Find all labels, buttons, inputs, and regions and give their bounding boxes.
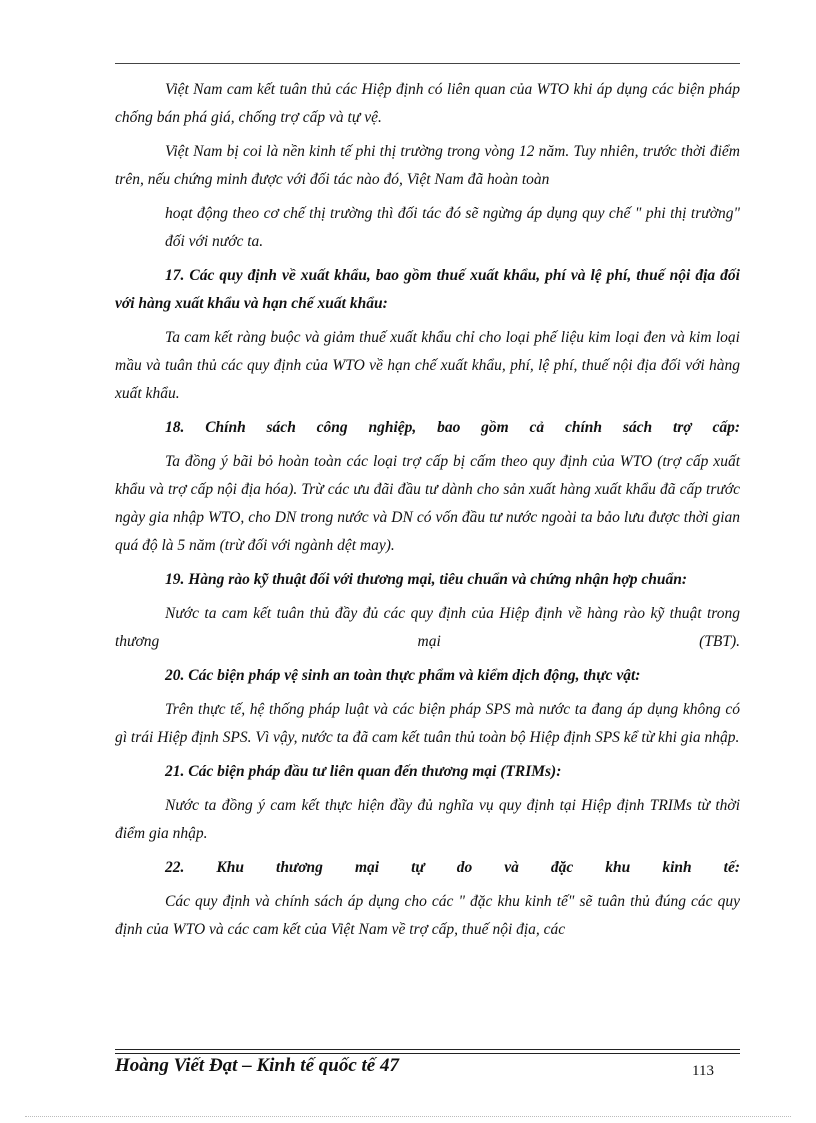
paragraph-non-market-economy: Việt Nam bị coi là nền kinh tế phi thị trường trong vòng 12 năm. Tuy nhiên, trước thời điểm trên, nếu chứng minh được với đối tác nào đó, Việt Nam đã hoàn toàn bbox=[115, 143, 740, 188]
paragraph-17: Ta cam kết ràng buộc và giảm thuế xuất khẩu chỉ cho loại phế liệu kim loại đen và kim loại mầu và tuân thủ các quy định của WTO về hạn chế xuất khẩu, phí, lệ phí, thuế nội địa đối với hàng xuất khẩu. bbox=[115, 329, 740, 402]
heading-21-trims: 21. Các biện pháp đầu tư liên quan đến thương mại (TRIMs): bbox=[165, 763, 562, 780]
heading-20-sps-measures: 20. Các biện pháp vệ sinh an toàn thực phẩm và kiểm dịch động, thực vật: bbox=[165, 667, 641, 684]
document-body bbox=[115, 76, 740, 950]
paragraph-21: Nước ta đồng ý cam kết thực hiện đầy đủ nghĩa vụ quy định tại Hiệp định TRIMs từ thời điểm gia nhập. bbox=[115, 797, 740, 842]
heading-18-industrial-policy: 18. Chính sách công nghiệp, bao gồm cả chính sách trợ cấp: bbox=[165, 419, 740, 436]
header-rule bbox=[115, 63, 740, 64]
footer-rule bbox=[115, 1049, 740, 1054]
heading-22-free-trade-zones: 22. Khu thương mại tự do và đặc khu kinh tế: bbox=[165, 859, 740, 876]
paragraph-19: Nước ta cam kết tuân thủ đầy đủ các quy định của Hiệp định về hàng rào kỹ thuật trong thương mại (TBT). bbox=[115, 605, 740, 650]
footer-author: Hoàng Viết Đạt – Kinh tế quốc tế 47 bbox=[115, 1055, 399, 1076]
paragraph-22: Các quy định và chính sách áp dụng cho các " đặc khu kinh tế" sẽ tuân thủ đúng các quy định của WTO và các cam kết của Việt Nam về trợ cấp, thuế nội địa, các bbox=[115, 893, 740, 938]
heading-17-export-regulations: 17. Các quy định về xuất khẩu, bao gồm thuế xuất khẩu, phí và lệ phí, thuế nội địa đối với hàng xuất khẩu và hạn chế xuất khẩu: bbox=[115, 267, 740, 312]
paragraph-market-mechanism: hoạt động theo cơ chế thị trường thì đối tác đó sẽ ngừng áp dụng quy chế " phi thị trường" đối với nước ta. bbox=[165, 205, 740, 250]
heading-19-technical-barriers: 19. Hàng rào kỹ thuật đối với thương mại, tiêu chuẩn và chứng nhận hợp chuẩn: bbox=[165, 571, 687, 588]
page-number: 113 bbox=[692, 1063, 714, 1079]
paragraph-18: Ta đồng ý bãi bỏ hoàn toàn các loại trợ cấp bị cấm theo quy định của WTO (trợ cấp xuất khẩu và trợ cấp nội địa hóa). Trừ các ưu đãi đầu tư dành cho sản xuất hàng xuất khẩu đã cấp trước ngày gia nhập WTO, cho DN trong nước và DN có vốn đầu tư nước ngoài ta bảo lưu được thời gian quá độ là 5 năm (trừ đối với ngành dệt may). bbox=[115, 453, 740, 554]
page-bottom-border bbox=[25, 1116, 791, 1117]
paragraph-antidumping: Việt Nam cam kết tuân thủ các Hiệp định có liên quan của WTO khi áp dụng các biện pháp chống bán phá giá, chống trợ cấp và tự vệ. bbox=[115, 81, 740, 126]
paragraph-20: Trên thực tế, hệ thống pháp luật và các biện pháp SPS mà nước ta đang áp dụng không có gì trái Hiệp định SPS. Vì vậy, nước ta đã cam kết tuân thủ toàn bộ Hiệp định SPS kể từ khi gia nhập. bbox=[115, 701, 740, 746]
